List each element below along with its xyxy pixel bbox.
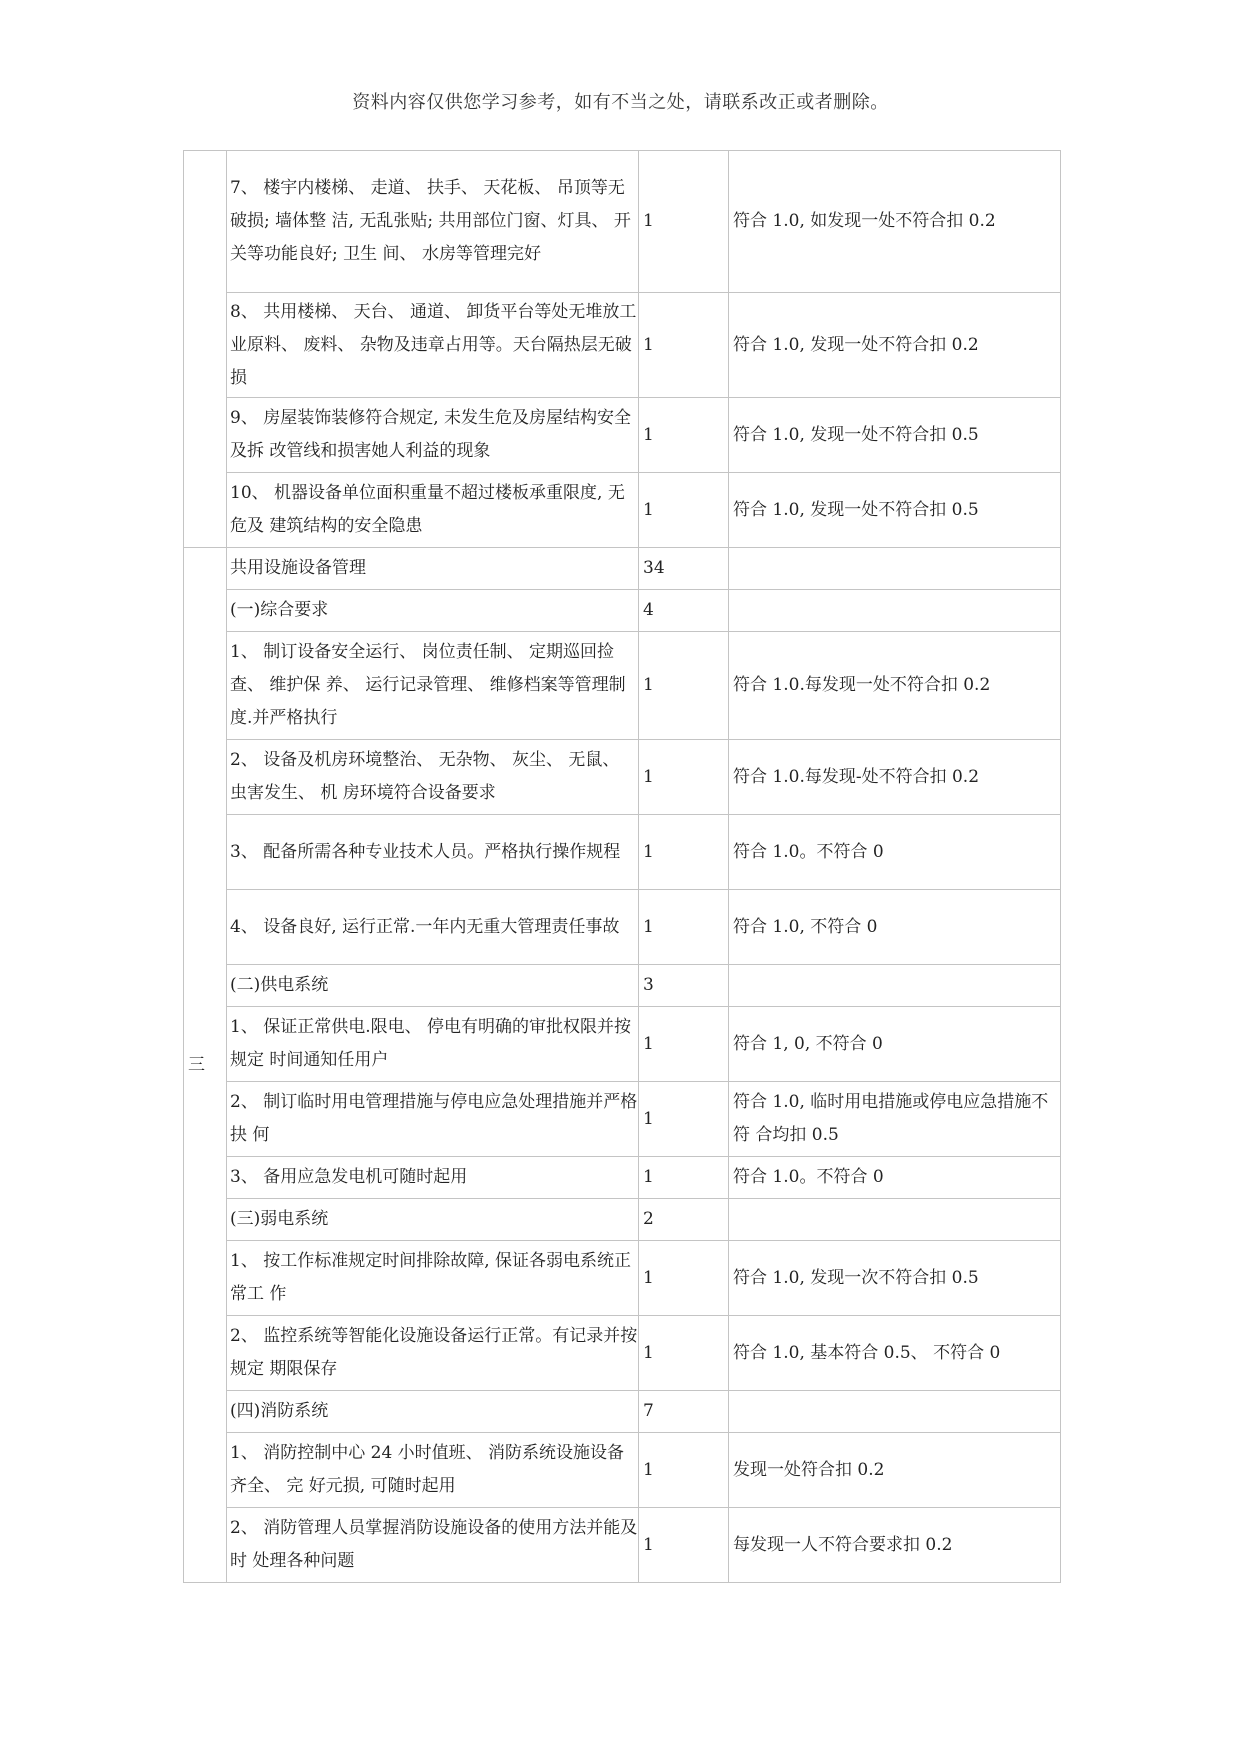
- score-cell: 1: [639, 1241, 729, 1316]
- standard-cell: [729, 1199, 1061, 1241]
- item-cell: 2、 制订临时用电管理措施与停电应急处理措施并严格抉 何: [227, 1082, 639, 1157]
- table-row: [184, 293, 1061, 398]
- table-row: [184, 632, 1061, 740]
- table-row: [184, 1199, 1061, 1241]
- score-cell: 4: [639, 590, 729, 632]
- score-cell: 1: [639, 293, 729, 398]
- scoring-table: [183, 150, 1061, 1583]
- table-row: [184, 473, 1061, 548]
- standard-cell: 符合 1.0, 发现一处不符合扣 0.2: [729, 293, 1061, 398]
- table-row: [184, 1316, 1061, 1391]
- table-row: [184, 1241, 1061, 1316]
- standard-cell: 符合 1.0, 临时用电措施或停电应急措施不符 合均扣 0.5: [729, 1082, 1061, 1157]
- score-cell: 1: [639, 1433, 729, 1508]
- score-cell: 1: [639, 398, 729, 473]
- table-row: [184, 1391, 1061, 1433]
- table-row: [184, 398, 1061, 473]
- standard-cell: 符合 1.0.每发现-处不符合扣 0.2: [729, 740, 1061, 815]
- score-cell: 1: [639, 1157, 729, 1199]
- score-cell: 1: [639, 815, 729, 890]
- item-cell: 3、 备用应急发电机可随时起用: [227, 1157, 639, 1199]
- score-cell: 1: [639, 632, 729, 740]
- item-cell: 9、 房屋装饰装修符合规定, 未发生危及房屋结构安全及拆 改管线和损害她人利益的现象: [227, 398, 639, 473]
- standard-cell: 符合 1.0, 基本符合 0.5、 不符合 0: [729, 1316, 1061, 1391]
- item-cell: 7、 楼宇内楼梯、 走道、 扶手、 天花板、 吊顶等无破损; 墙体整 洁, 无乱张贴; 共用部位门窗、灯具、 开关等功能良好; 卫生 间、 水房等管理完好: [227, 151, 639, 293]
- item-cell: 8、 共用楼梯、 天台、 通道、 卸货平台等处无堆放工业原料、 废料、 杂物及违章占用等。天台隔热层无破损: [227, 293, 639, 398]
- table-row: [184, 1082, 1061, 1157]
- score-cell: 3: [639, 965, 729, 1007]
- table-row: [184, 590, 1061, 632]
- table-row: [184, 965, 1061, 1007]
- standard-cell: 符合 1.0。不符合 0: [729, 815, 1061, 890]
- score-cell: 1: [639, 890, 729, 965]
- score-cell: 1: [639, 151, 729, 293]
- item-cell: (四)消防系统: [227, 1391, 639, 1433]
- standard-cell: 每发现一人不符合要求扣 0.2: [729, 1508, 1061, 1583]
- score-cell: 1: [639, 1508, 729, 1583]
- table-row: [184, 1157, 1061, 1199]
- score-cell: 1: [639, 1007, 729, 1082]
- score-cell: 1: [639, 1082, 729, 1157]
- item-cell: 2、 监控系统等智能化设施设备运行正常。有记录并按规定 期限保存: [227, 1316, 639, 1391]
- standard-cell: [729, 548, 1061, 590]
- item-cell: 1、 保证正常供电.限电、 停电有明确的审批权限并按规定 时间通知任用户: [227, 1007, 639, 1082]
- standard-cell: [729, 590, 1061, 632]
- scoring-table-body: [184, 151, 1061, 1583]
- item-cell: 2、 设备及机房环境整治、 无杂物、 灰尘、 无鼠、 虫害发生、 机 房环境符合设备要求: [227, 740, 639, 815]
- item-cell: (一)综合要求: [227, 590, 639, 632]
- score-cell: 1: [639, 740, 729, 815]
- score-cell: 34: [639, 548, 729, 590]
- table-row: [184, 890, 1061, 965]
- score-cell: 1: [639, 473, 729, 548]
- section-label-cell: 三: [184, 548, 227, 1583]
- section-cell-continued: [184, 151, 227, 548]
- item-cell: 2、 消防管理人员掌握消防设施设备的使用方法并能及时 处理各种问题: [227, 1508, 639, 1583]
- standard-cell: 符合 1.0, 不符合 0: [729, 890, 1061, 965]
- standard-cell: 符合 1, 0, 不符合 0: [729, 1007, 1061, 1082]
- item-cell: 4、 设备良好, 运行正常.一年内无重大管理责任事故: [227, 890, 639, 965]
- item-cell: 共用设施设备管理: [227, 548, 639, 590]
- table-row: [184, 1433, 1061, 1508]
- table-row: [184, 1508, 1061, 1583]
- standard-cell: 发现一处符合扣 0.2: [729, 1433, 1061, 1508]
- header-note: 资料内容仅供您学习参考，如有不当之处，请联系改正或者删除。: [352, 92, 889, 113]
- item-cell: 3、 配备所需各种专业技术人员。严格执行操作规程: [227, 815, 639, 890]
- score-cell: 7: [639, 1391, 729, 1433]
- standard-cell: 符合 1.0, 发现一处不符合扣 0.5: [729, 398, 1061, 473]
- table-row: [184, 151, 1061, 293]
- item-cell: (二)供电系统: [227, 965, 639, 1007]
- table-row: [184, 548, 1061, 590]
- item-cell: 1、 制订设备安全运行、 岗位责任制、 定期巡回捡查、 维护保 养、 运行记录管理、 维修档案等管理制度.并严格执行: [227, 632, 639, 740]
- score-cell: 2: [639, 1199, 729, 1241]
- scoring-table-wrapper: [183, 150, 1060, 1583]
- standard-cell: 符合 1.0, 如发现一处不符合扣 0.2: [729, 151, 1061, 293]
- standard-cell: 符合 1.0。不符合 0: [729, 1157, 1061, 1199]
- standard-cell: 符合 1.0.每发现一处不符合扣 0.2: [729, 632, 1061, 740]
- item-cell: 1、 消防控制中心 24 小时值班、 消防系统设施设备齐全、 完 好元损, 可随时起用: [227, 1433, 639, 1508]
- standard-cell: [729, 1391, 1061, 1433]
- table-row: [184, 1007, 1061, 1082]
- item-cell: (三)弱电系统: [227, 1199, 639, 1241]
- table-row: [184, 740, 1061, 815]
- item-cell: 1、 按工作标准规定时间排除故障, 保证各弱电系统正常工 作: [227, 1241, 639, 1316]
- item-cell: 10、 机器设备单位面积重量不超过楼板承重限度, 无危及 建筑结构的安全隐患: [227, 473, 639, 548]
- standard-cell: 符合 1.0, 发现一次不符合扣 0.5: [729, 1241, 1061, 1316]
- standard-cell: 符合 1.0, 发现一处不符合扣 0.5: [729, 473, 1061, 548]
- standard-cell: [729, 965, 1061, 1007]
- score-cell: 1: [639, 1316, 729, 1391]
- table-row: [184, 815, 1061, 890]
